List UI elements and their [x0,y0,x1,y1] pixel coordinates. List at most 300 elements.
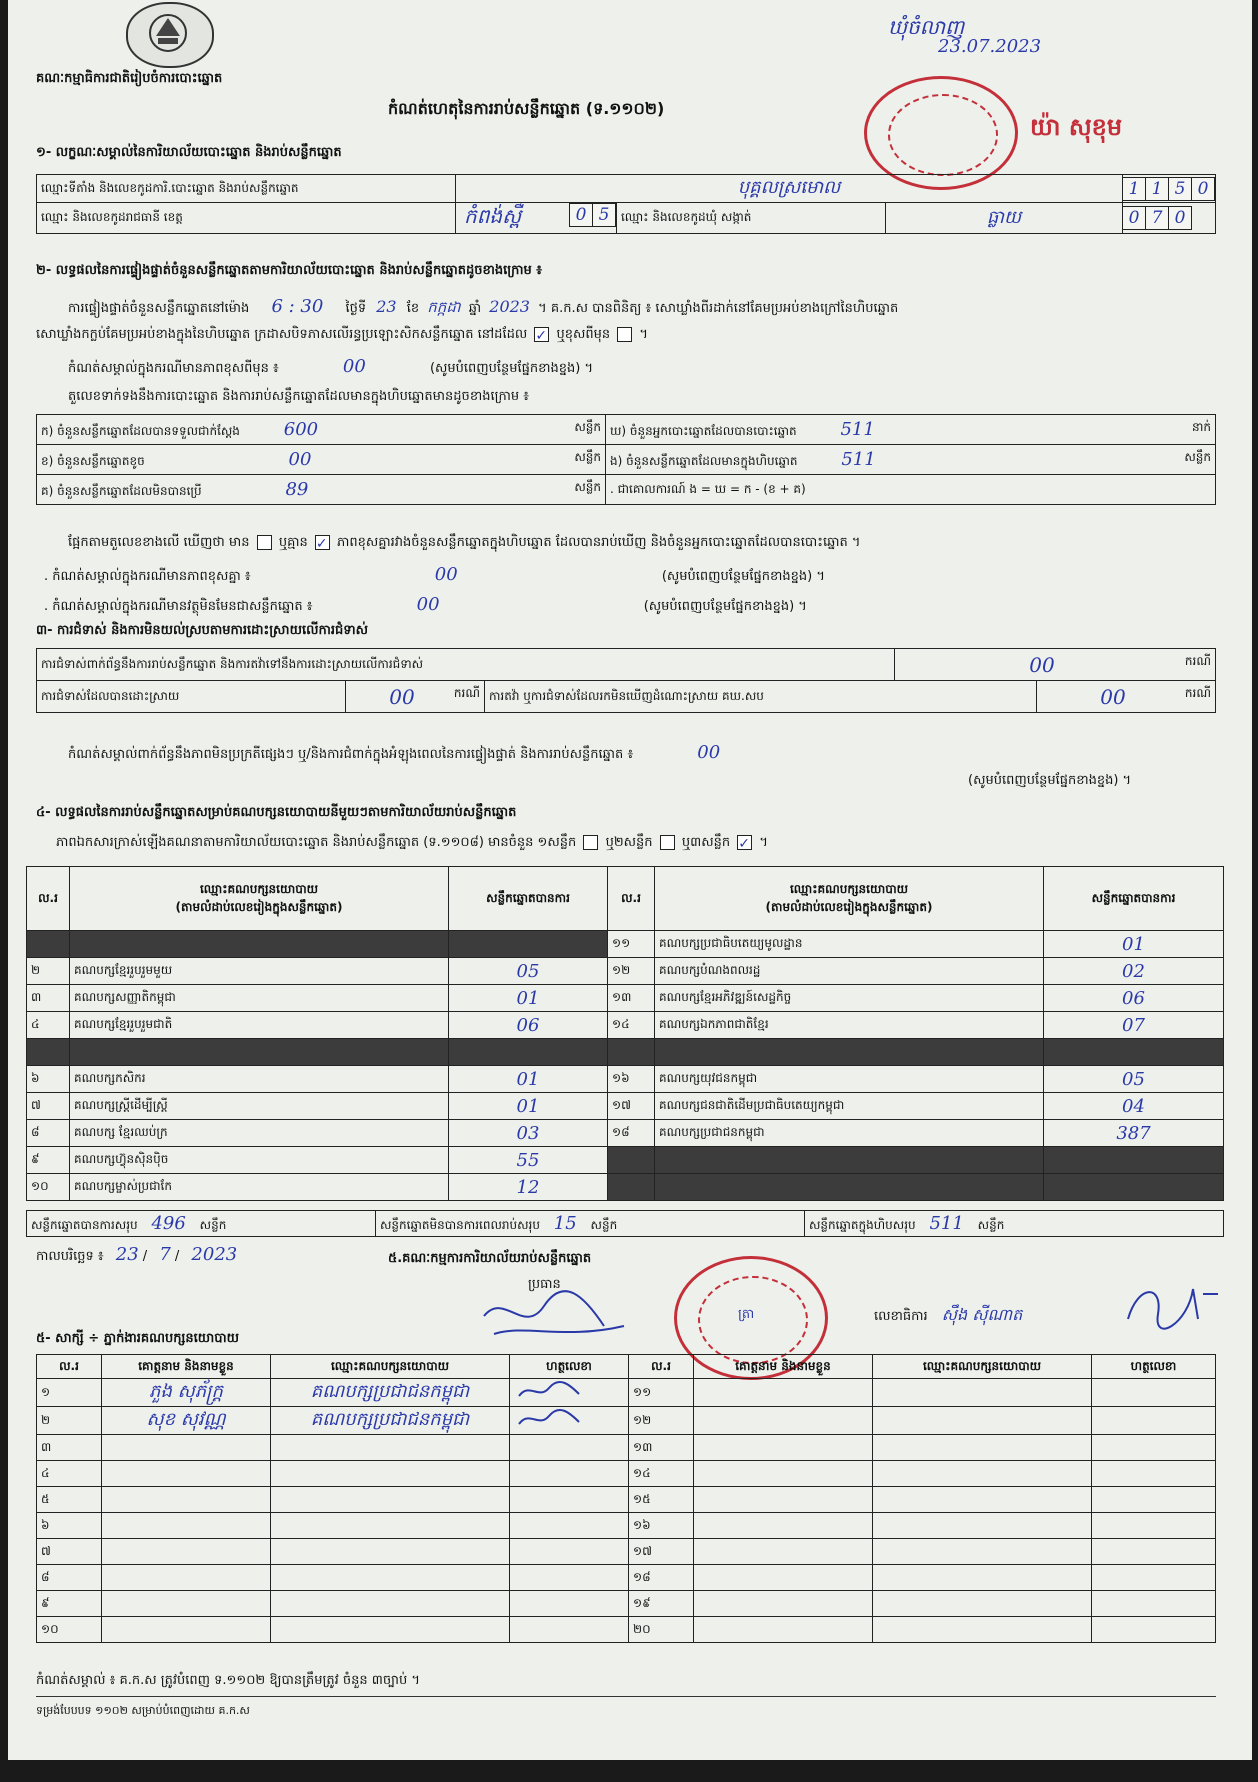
witness-party [271,1539,510,1565]
total-box-label: សន្លឹកឆ្នោតក្នុងហិបសរុប [809,1217,916,1232]
note1-label: . កំណត់សម្គាល់ក្នុងករណីមានភាពខុសគ្នា ៖ [44,569,251,584]
witness-no: ១៨ [629,1565,694,1591]
witness-signature [510,1461,629,1487]
witness-name [694,1591,873,1617]
witness-name [694,1461,873,1487]
section5-title: ៥- សាក្សី ÷ ភ្នាក់ងារគណបក្សនយោបាយ [36,1331,239,1346]
witness-no: ២ [37,1407,102,1435]
party-name: គណបក្សសញ្ញាតិកម្ពុជា [70,985,449,1012]
note2-fill: (សូមបំពេញបន្ថែមផ្នែកខាងខ្នង) ។ [643,599,807,614]
witness-party [271,1513,510,1539]
party-votes: 05 [1044,1066,1224,1093]
party-no [608,1147,655,1174]
witness-name [102,1487,271,1513]
total-invalid-unit: សន្លឹក [590,1217,618,1232]
witness-name [694,1379,873,1407]
party-no: ៧ [27,1093,70,1120]
witness-signature [510,1565,629,1591]
date-day: 23 [115,1244,139,1265]
witness-party [271,1487,510,1513]
witness-signature [1092,1435,1216,1461]
date-year: 2023 [191,1244,238,1265]
discrepancy-line [68,534,860,553]
total-valid-unit: សន្លឹក [199,1217,227,1232]
party-votes: 02 [1044,958,1224,985]
in-box-value: 511 [841,448,876,470]
witness-name [694,1617,873,1643]
total-box-value: 511 [929,1212,964,1234]
province-code: 0 5 [570,203,616,227]
witness-party [873,1591,1092,1617]
emblem-logo [126,2,214,68]
party-no: ១៤ [608,1012,655,1039]
party-name: គណបក្សម្ចាស់ប្រជាកែ [70,1174,449,1201]
day-label: ថ្ងៃទី [345,301,367,316]
party-votes: 01 [1044,931,1224,958]
witness-no: ២០ [629,1617,694,1643]
witness-no: ៣ [37,1435,102,1461]
witness-name [694,1539,873,1565]
party-no: ២ [27,958,70,985]
discrepancy-no-label: ឬគ្មាន [278,535,308,550]
party-name: គណបក្ស ខ្មែរឈប់ក្រ [70,1120,449,1147]
witness-no: ៧ [37,1539,102,1565]
witness-name [694,1407,873,1435]
witness-no: ១៧ [629,1539,694,1565]
year-label: ឆ្នាំ [468,301,482,316]
discrepancy-no-checkbox[interactable]: ✓ [315,535,330,550]
witness-party [271,1591,510,1617]
party-name [70,931,449,958]
witness-no: ១៣ [629,1435,694,1461]
party-no: ១០ [27,1174,70,1201]
witness-right-col-name: គោត្តនាម និងនាមខ្លួន [694,1355,873,1379]
witness-party [873,1461,1092,1487]
note2-label: . កំណត់សម្គាល់ក្នុងករណីមានវត្ថុមិនមែនជាសន្លឹកឆ្នោត ៖ [44,599,313,614]
left-col-votes: សន្លឹកឆ្នោតបានការ [449,867,608,931]
section4-title: ៤- លទ្ធផលនៃការរាប់សន្លឹកឆ្នោតសម្រាប់គណបក្សនយោបាយនីមួយៗតាមការិយាល័យរាប់សន្លឹកឆ្នោត [36,805,517,820]
table-row [37,1565,1216,1591]
total-invalid-label: សន្លឹកឆ្នោតមិនបានការពេលរាប់សរុប [380,1217,540,1232]
total-valid-label: សន្លឹកឆ្នោតបានការសរុប [31,1217,138,1232]
verification-year: 2023 [489,297,530,316]
witness-party [271,1461,510,1487]
witness-right-col-no: ល.រ [629,1355,694,1379]
province-label: ឈ្មោះ និងលេខកូដរាជធានី ខេត្ត [37,203,456,234]
left-col-no: ល.រ [27,867,70,931]
date-month: 7 [159,1244,171,1265]
total-box-unit: សន្លឹក [977,1217,1005,1232]
witness-no: ១៤ [629,1461,694,1487]
party-votes [1044,1039,1224,1066]
witness-name [102,1435,271,1461]
table-row [27,958,1224,985]
table-row [37,1487,1216,1513]
table-row [27,1039,1224,1066]
party-no [27,931,70,958]
witness-no: ៩ [37,1591,102,1617]
unresolved-value: 00 [1100,684,1126,709]
party-results-table [26,866,1224,1201]
party-name: គណបក្សជនជាតិដើមប្រជាធិបតេយ្យកម្ពុជា [655,1093,1044,1120]
discrepancy-yes-checkbox[interactable] [257,535,272,550]
party-votes: 03 [449,1120,608,1147]
form-footer: ទម្រង់បែបបទ ១១០២ សម្រាប់បំពេញដោយ គ.ក.ស [36,1704,250,1717]
unused-value: 89 [285,478,309,500]
party-no: ១៦ [608,1066,655,1093]
spoiled-unit: សន្លឹក [574,449,601,464]
unused-unit: សន្លឹក [574,479,601,494]
table-row [27,1174,1224,1201]
witness-right-col-party: ឈ្មោះគណបក្សនយោបាយ [873,1355,1092,1379]
table-row [27,1120,1224,1147]
total-valid-value: 496 [151,1212,186,1234]
unresolved-unit: ករណី [1184,685,1211,700]
witness-rows [37,1379,1216,1643]
location-label: ឈ្មោះទីតាំង និងលេខកូដការិ.បោះឆ្នោត និងរាប់សន្លឹកឆ្នោត [37,175,456,203]
party-votes: 387 [1044,1120,1224,1147]
witness-signature [1092,1539,1216,1565]
party-votes: 07 [1044,1012,1224,1039]
form-sheet [8,0,1252,1760]
witness-party [873,1565,1092,1591]
party-name [70,1039,449,1066]
section1-table [36,174,1216,234]
witness-no: ១០ [37,1617,102,1643]
complaints-row1-unit: ករណី [1184,653,1211,668]
verification-time: 6 : 30 [271,296,324,317]
party-name: គណបក្សហ៊្វុនស៊ិនប៉ិច [70,1147,449,1174]
month-label: ខែ [406,301,420,316]
same-checkbox[interactable]: ✓ [534,327,549,342]
figures-intro: តួលេខទាក់ទងនឹងការបោះឆ្នោត និងការរាប់សន្លឹកឆ្នោតដែលមានក្នុងហិបឆ្នោតមានដូចខាងក្រោម ៖ [68,389,529,404]
secretary-label: លេខាធិការ [874,1309,928,1324]
difference-note-label: កំណត់សម្គាល់ក្នុងករណីមានភាពខុសពីមុន ៖ [68,361,279,376]
witness-left-col-no: ល.រ [37,1355,102,1379]
location-value: បុគ្គលស្រមោល [456,175,1123,203]
table-row [37,1617,1216,1643]
party-no [608,1174,655,1201]
spoiled-label: ខ) ចំនួនសន្លឹកឆ្នោតខូច [41,453,145,468]
note1-line [44,564,825,587]
party-name: គណបក្សខ្មែររួបរួមជាតិ [70,1012,449,1039]
annex-2-checkbox[interactable] [660,835,675,850]
party-name: គណបក្សខ្មែរអភិវឌ្ឍន៍សេដ្ឋកិច្ច [655,985,1044,1012]
witness-party [873,1539,1092,1565]
complaints-table [36,648,1216,713]
secretary-signature [1118,1274,1228,1338]
seal-intact-text: សោឃ្លាំងកក្លប់គែមប្រអប់ខាងក្នុងនៃហិបឆ្នោត ក្រដាសបិទភាសលើរន្ធប្រឡោះសិកសន្លឹកឆ្នោត នៅដដែល [36,327,528,342]
party-votes [449,931,608,958]
witness-signature [1092,1617,1216,1643]
witness-party [873,1435,1092,1461]
commune-label: ឈ្មោះ និងលេខកូដឃុំ សង្កាត់ [617,203,886,234]
witness-name [694,1565,873,1591]
party-votes [1044,1174,1224,1201]
party-no: ១២ [608,958,655,985]
witness-party [873,1379,1092,1407]
table-row [37,1435,1216,1461]
irregularity-value: 00 [697,742,721,763]
left-col-party-title: ឈ្មោះគណបក្សនយោបាយ [199,881,319,896]
discrepancy-text: ភាពខុសគ្នារវាងចំនួនសន្លឹកឆ្នោតក្នុងហិបឆ្នោត ដែលបានរាប់ឃើញ និងចំនួនអ្នកបោះឆ្នោតដែលបានបោះឆ្នោត ។ [337,535,861,550]
left-col-party-sub: (តាមលំដាប់លេខរៀងក្នុងសន្លឹកឆ្នោត) [175,899,343,914]
party-name [655,1174,1044,1201]
party-name: គណបក្សប្រជាធិបតេយ្យមូលដ្ឋាន [655,931,1044,958]
verification-line1 [68,296,898,320]
right-col-party [655,867,1044,931]
witness-left-col-sign: ហត្ថលេខា [510,1355,629,1379]
witness-name [102,1565,271,1591]
chair-signature [474,1286,634,1350]
complaints-row1-label: ការជំទាស់ពាក់ព័ន្ធនឹងការរាប់សន្លឹកឆ្នោត និងការតវ៉ាទៅនឹងការដោះស្រាយលើការជំទាស់ [37,649,895,681]
witness-name [694,1435,873,1461]
witness-signature [1092,1591,1216,1617]
witness-no: ១៥ [629,1487,694,1513]
witness-left-col-name: គោត្តនាម និងនាមខ្លួន [102,1355,271,1379]
witness-signature [510,1407,629,1435]
witness-signature [510,1591,629,1617]
witness-name: សុខ សុវណ្ណ [102,1407,271,1435]
witness-party: គណបក្សប្រជាជនកម្ពុជា [271,1407,510,1435]
witness-no: ៥ [37,1487,102,1513]
party-votes: 04 [1044,1093,1224,1120]
witness-party [873,1487,1092,1513]
witness-party [271,1617,510,1643]
witness-no: ៦ [37,1513,102,1539]
party-name: គណបក្សស្ត្រីដើម្បីស្ត្រី [70,1093,449,1120]
verification-month: កក្កដា [427,298,461,316]
annex-1-checkbox[interactable] [583,835,598,850]
party-name: គណបក្សប្រជាជនកម្ពុជា [655,1120,1044,1147]
resolved-label: ការជំទាស់ដែលបានដោះស្រាយ [37,681,346,713]
party-name [655,1147,1044,1174]
changed-label: ឬខុសពីមុន [556,327,611,342]
table-row [27,931,1224,958]
party-no [608,1039,655,1066]
verification-line1-rest: ។ គ.ក.ស បានពិនិត្យ ៖ សោឃ្លាំងពីរដាក់នៅគែមប្រអប់ខាងក្រៅនៃហិបឆ្នោត [538,301,899,316]
commune-value: ធ្លាយ [886,203,1123,234]
voters-unit: នាក់ [1191,419,1211,434]
witness-no: ១១ [629,1379,694,1407]
witness-signature [510,1513,629,1539]
unresolved-label: ការតវ៉ា ឬការជំទាស់ដែលរកមិនឃើញដំណោះស្រាយ គឃ.សប [485,681,1037,713]
difference-note-fill: (សូមបំពេញបន្ថែមផ្នែកខាងខ្នង) ។ [429,361,594,376]
section3-title: ៣- ការជំទាស់ និងការមិនយល់ស្របតាមការដោះស្រាយលើការជំទាស់ [36,623,368,638]
party-no: ១៣ [608,985,655,1012]
table-row [27,1066,1224,1093]
official-stamp-top [864,76,1018,190]
witness-signature [1092,1407,1216,1435]
table-row [27,1147,1224,1174]
table-row [37,1379,1216,1407]
witness-no: ១ [37,1379,102,1407]
table-row [27,985,1224,1012]
party-votes [449,1039,608,1066]
committee-name: គណៈកម្មាធិការជាតិរៀបចំការបោះឆ្នោត [36,71,223,86]
spoiled-value: 00 [288,448,312,470]
witness-name [694,1487,873,1513]
witness-party [873,1617,1092,1643]
handwritten-name: យ៉ា សុខុម [1030,112,1123,141]
witness-table [36,1354,1216,1643]
in-box-unit: សន្លឹក [1184,449,1211,464]
province-cell [456,203,617,234]
witness-signature [1092,1513,1216,1539]
verification-day: 23 [376,297,397,316]
voters-label: ឃ) ចំនួនអ្នកបោះឆ្នោតដែលបានបោះឆ្នោត [610,423,797,438]
irregularity-fill: (សូមបំពេញបន្ថែមផ្នែកខាងខ្នង) ។ [968,773,1132,788]
party-votes: 06 [449,1012,608,1039]
footnote: កំណត់សម្គាល់ ៖ គ.ក.ស ត្រូវបំពេញ ទ.១១០២ ឱ្យបានត្រឹមត្រូវ ចំនួន ៣ច្បាប់ ។ [36,1673,420,1688]
complaints-row1-value: 00 [1029,652,1055,677]
table-row [37,1539,1216,1565]
party-no [27,1039,70,1066]
witness-party: គណបក្សប្រជាជនកម្ពុជា [271,1379,510,1407]
received-value: 600 [283,418,319,440]
party-name: គណបក្សឯកភាពជាតិខ្មែរ [655,1012,1044,1039]
annex-1-label: ភាពឯកសារក្រាស់ឡើងគណនាតាមការិយាល័យបោះឆ្នោត និងរាប់សន្លឹកឆ្នោត (ទ.១១០៨) មានចំនួន ១សន្លឹក [56,835,577,850]
table-row [27,1012,1224,1039]
difference-note-value: 00 [342,356,366,377]
table-row [37,1513,1216,1539]
irregularity-line [68,742,720,765]
witness-name [102,1617,271,1643]
annex-3-checkbox[interactable]: ✓ [737,835,752,850]
witness-name [102,1461,271,1487]
secretary-line [874,1304,1022,1328]
left-col-party [70,867,449,931]
party-no: ៦ [27,1066,70,1093]
stamp-label: ត្រា [738,1307,755,1322]
note1-fill: (សូមបំពេញបន្ថែមផ្នែកខាងខ្នង) ។ [661,569,825,584]
witness-no: ១៩ [629,1591,694,1617]
totals-table [26,1210,1224,1237]
note2-value: 00 [416,594,440,615]
date-label: កាលបរិច្ឆេទ ៖ [36,1249,104,1264]
party-no: ៣ [27,985,70,1012]
verification-time-label: ការផ្ទៀងផ្ទាត់ចំនួនសន្លឹកឆ្នោតនៅម៉ោង [68,301,250,316]
party-name [655,1039,1044,1066]
party-votes: 05 [449,958,608,985]
witness-left-col-party: ឈ្មោះគណបក្សនយោបាយ [271,1355,510,1379]
table-row [37,1407,1216,1435]
formula: . ជាគោលការណ៍ ង = ឃ = ក - (ខ + គ) [606,475,1216,505]
verification-line2: សោឃ្លាំងកក្លប់គែមប្រអប់ខាងក្នុងនៃហិបឆ្នោត ក្រដាសបិទភាសលើរន្ធប្រឡោះសិកសន្លឹកឆ្នោត នៅដដែល ✓ ឬខុសពីមុន ។ [36,327,648,344]
party-votes: 01 [449,1066,608,1093]
right-col-no: ល.រ [608,867,655,931]
witness-signature [510,1487,629,1513]
party-votes: 06 [1044,985,1224,1012]
section1-title: ១- លក្ខណៈសម្គាល់នៃការិយាល័យបោះឆ្នោត និងរាប់សន្លឹកឆ្នោត [36,145,342,160]
witness-signature [510,1379,629,1407]
voters-value: 511 [840,418,875,440]
witness-name [694,1513,873,1539]
party-name: គណបក្សយុវជនកម្ពុជា [655,1066,1044,1093]
total-invalid-value: 15 [553,1212,577,1234]
witness-party [271,1565,510,1591]
witness-name: ភួង សុភ័ក្ត្រ [102,1379,271,1407]
form-title: កំណត់ហេតុនៃការរាប់សន្លឹកឆ្នោត (ទ.១១០២) [388,99,665,118]
province-value: កំពង់ស្ពឺ [464,204,522,228]
right-col-party-title: ឈ្មោះគណបក្សនយោបាយ [789,881,909,896]
witness-party [873,1513,1092,1539]
handwritten-date: 23.07.2023 [938,36,1042,57]
handwritten-village: ឃុំចំលាញ [888,15,965,39]
witness-signature [510,1617,629,1643]
witness-signature [1092,1379,1216,1407]
witness-no: ៤ [37,1461,102,1487]
witness-party [271,1435,510,1461]
witness-signature [510,1539,629,1565]
witness-signature [1092,1565,1216,1591]
party-name: គណបក្សបំណងពលរដ្ឋ [655,958,1044,985]
witness-name [102,1539,271,1565]
commune-code: 0 7 0 [1123,203,1216,234]
party-name: គណបក្សខ្មែររួបរួមមួយ [70,958,449,985]
witness-name [102,1513,271,1539]
ballot-figures-table [36,414,1216,505]
received-label: ក) ចំនួនសន្លឹកឆ្នោតដែលបានទទួលជាក់ស្តែង [41,423,240,438]
witness-no: ៨ [37,1565,102,1591]
annex-2-label: ឬ២សន្លឹក [605,835,653,850]
committee-signoff: ៥.គណៈកម្មការការិយាល័យរាប់សន្លឹកឆ្នោត [388,1251,592,1266]
discrepancy-yes-label: ផ្អែកតាមតួលេខខាងលើ ឃើញថា មាន [68,535,250,550]
secretary-name: ស៊ឹង ស៊ីណាត [941,1305,1023,1324]
party-no: ១១ [608,931,655,958]
changed-checkbox[interactable] [617,327,632,342]
right-col-party-sub: (តាមលំដាប់លេខរៀងក្នុងសន្លឹកឆ្នោត) [765,899,933,914]
witness-name [102,1591,271,1617]
note2-line [44,594,807,617]
party-name: គណបក្សកសិករ [70,1066,449,1093]
resolved-unit: ករណី [453,685,480,700]
chair-label: ប្រធាន [528,1277,561,1292]
section2-title: ២- លទ្ធផលនៃការផ្ទៀងផ្ទាត់ចំនួនសន្លឹកឆ្នោតតាមការិយាល័យបោះឆ្នោត និងរាប់សន្លឹកឆ្នោតដូចខាងក្រោម ៖ [36,263,542,278]
party-no: ៩ [27,1147,70,1174]
party-votes: 55 [449,1147,608,1174]
party-no: ៨ [27,1120,70,1147]
annex-line: ភាពឯកសារក្រាស់ឡើងគណនាតាមការិយាល័យបោះឆ្នោត និងរាប់សន្លឹកឆ្នោត (ទ.១១០៨) មានចំនួន ១សន្លឹក ឬ២សន្លឹក ឬ៣សន្លឹក ✓ ។ [56,835,768,852]
party-no: ១៧ [608,1093,655,1120]
witness-signature [1092,1487,1216,1513]
table-row [37,1461,1216,1487]
witness-signature [1092,1461,1216,1487]
party-no: ៤ [27,1012,70,1039]
witness-party [873,1407,1092,1435]
location-code: 1 1 5 0 [1123,175,1216,203]
party-votes: 01 [449,985,608,1012]
resolved-value: 00 [389,684,415,709]
unused-label: គ) ចំនួនសន្លឹកឆ្នោតដែលមិនបានប្រើ [41,483,202,498]
party-votes: 12 [449,1174,608,1201]
irregularity-label: កំណត់សម្គាល់ពាក់ព័ន្ធនឹងភាពមិនប្រក្រតីផ្សេងៗ ឬ/និងការជំពាក់ក្នុងអំឡុងពេលនៃការផ្ទៀងផ្ទាត់ និងការរាប់សន្លឹកឆ្នោត ៖ [68,747,634,762]
party-rows [27,931,1224,1201]
table-row [27,1093,1224,1120]
party-votes [1044,1147,1224,1174]
difference-note-line [68,356,593,379]
footer-divider [36,1696,1216,1697]
in-box-label: ង) ចំនួនសន្លឹកឆ្នោតដែលមានក្នុងហិបឆ្នោត [610,453,798,468]
date-line: កាលបរិច្ឆេទ ៖ 23 / 7 / 2023 [36,1244,238,1265]
party-votes: 01 [449,1093,608,1120]
party-no: ១៨ [608,1120,655,1147]
table-row [37,1591,1216,1617]
witness-right-col-sign: ហត្ថលេខា [1092,1355,1216,1379]
witness-signature [510,1435,629,1461]
witness-no: ១២ [629,1407,694,1435]
right-col-votes: សន្លឹកឆ្នោតបានការ [1044,867,1224,931]
